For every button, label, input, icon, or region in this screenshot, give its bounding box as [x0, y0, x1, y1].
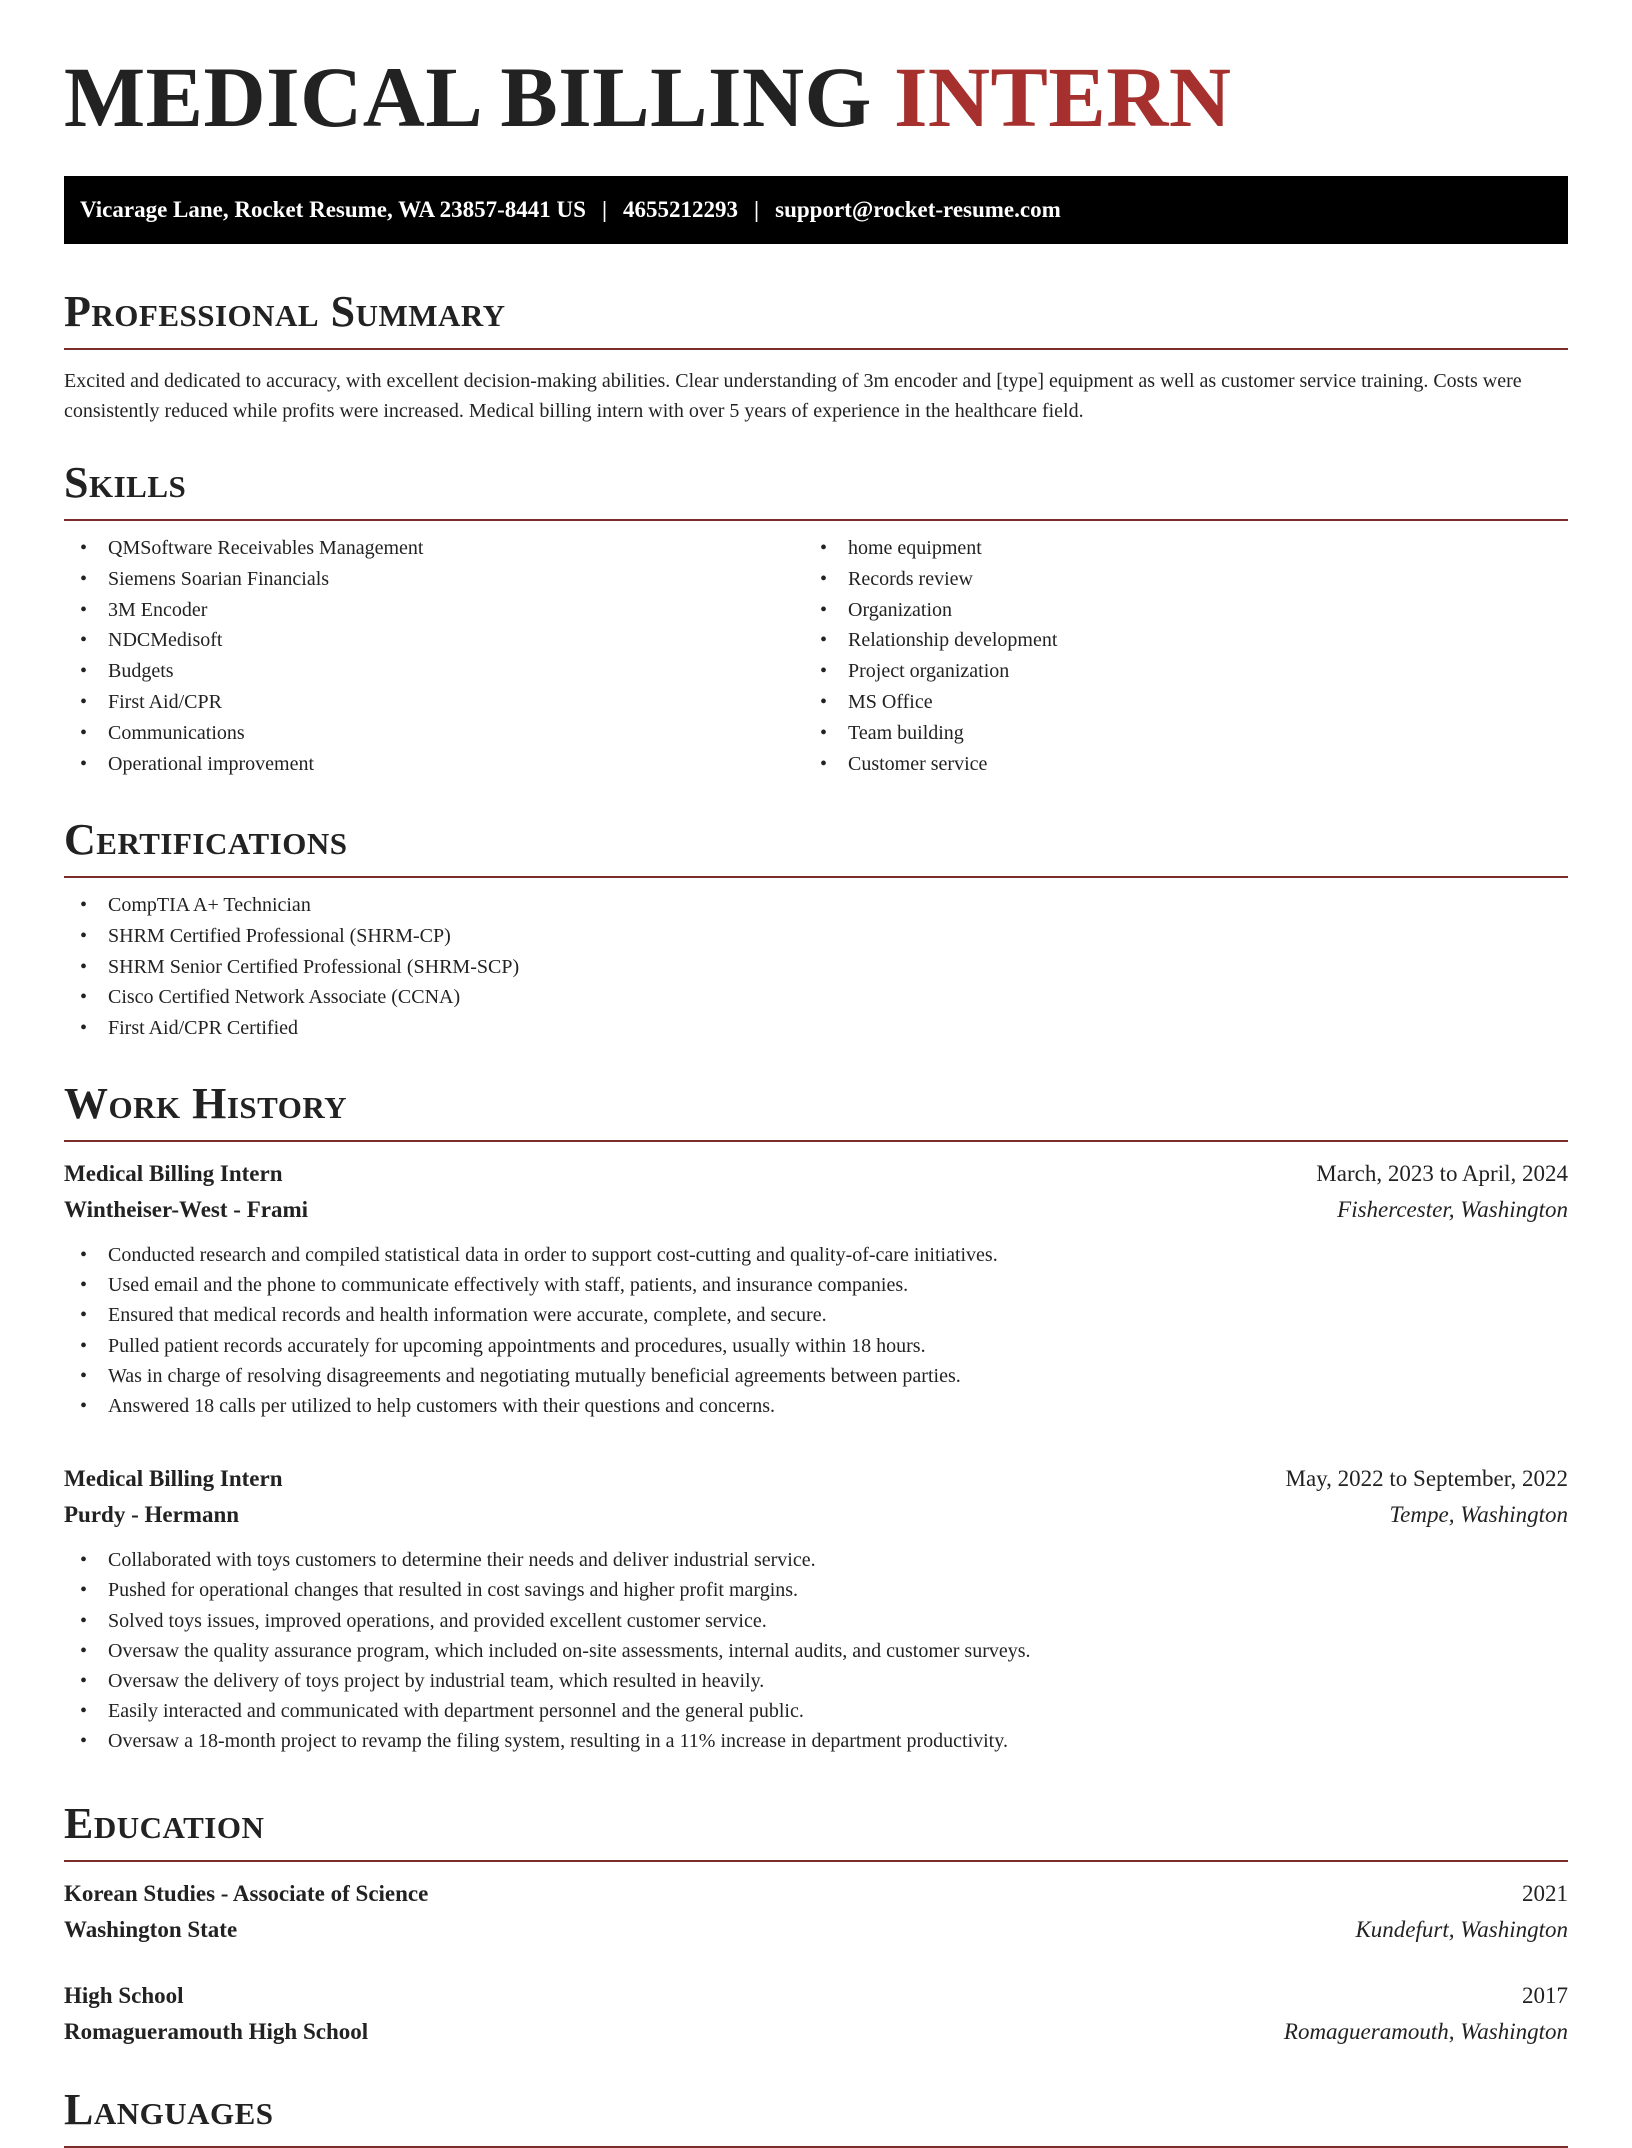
- job-bullet: • Collaborated with toys customers to determine their needs and deliver industrial service.: [64, 1545, 1568, 1575]
- list-item: • SHRM Senior Certified Professional (SHRM-SCP): [64, 952, 1568, 983]
- list-item: • NDCMedisoft: [64, 625, 804, 656]
- certifications-heading: Certifications: [64, 818, 1568, 878]
- education-entry: [64, 1978, 1568, 2050]
- list-item: • Operational improvement: [64, 749, 804, 780]
- list-item: • Team building: [804, 718, 1544, 749]
- education-school: Washington State: [64, 1917, 238, 1942]
- job-bullet: • Pushed for operational changes that resulted in cost savings and higher profit margins.: [64, 1575, 1568, 1605]
- work-history-heading: Work History: [64, 1082, 1568, 1142]
- job-company-row: [64, 1497, 1568, 1533]
- education-degree: High School: [64, 1983, 184, 2008]
- contact-address: Vicarage Lane, Rocket Resume, WA 23857-8441 US: [80, 197, 586, 222]
- job-bullet: • Oversaw the delivery of toys project by industrial team, which resulted in heavily.: [64, 1666, 1568, 1696]
- education-year: 2017: [1522, 1983, 1568, 2008]
- job-bullet: • Answered 18 calls per utilized to help customers with their questions and concerns.: [64, 1391, 1568, 1421]
- list-item: • First Aid/CPR Certified: [64, 1013, 1568, 1044]
- skills-columns: [64, 521, 1568, 779]
- job-bullet: • Solved toys issues, improved operations, and provided excellent customer service.: [64, 1606, 1568, 1636]
- job-header-row: [64, 1156, 1568, 1192]
- job-company-row: [64, 1192, 1568, 1228]
- certifications-list: [64, 890, 1568, 1044]
- education-school-row: [64, 1912, 1568, 1948]
- list-item: • MS Office: [804, 687, 1544, 718]
- education-year: 2021: [1522, 1881, 1568, 1906]
- job-bullets: [64, 1545, 1568, 1756]
- job-bullet: • Oversaw the quality assurance program, which included on-site assessments, internal audits, and customer surveys.: [64, 1636, 1568, 1666]
- job-company: Wintheiser-West - Frami: [64, 1197, 309, 1222]
- job-bullet: • Conducted research and compiled statistical data in order to support cost-cutting and quality-of-care initiatives.: [64, 1240, 1568, 1270]
- list-item: • Organization: [804, 595, 1544, 626]
- title-accent: INTERN: [893, 49, 1232, 145]
- skills-section: [64, 458, 1568, 779]
- job-bullet: • Pulled patient records accurately for upcoming appointments and procedures, usually within 18 hours.: [64, 1331, 1568, 1361]
- education-degree: Korean Studies - Associate of Science: [64, 1881, 429, 1906]
- contact-bar: [64, 176, 1568, 244]
- contact-separator: |: [754, 197, 760, 222]
- education-school: Romagueramouth High School: [64, 2019, 369, 2044]
- list-item: • Relationship development: [804, 625, 1544, 656]
- list-item: • QMSoftware Receivables Management: [64, 533, 804, 564]
- job-bullet: • Used email and the phone to communicate effectively with staff, patients, and insurance companies.: [64, 1270, 1568, 1300]
- job-bullet: • Oversaw a 18-month project to revamp the filing system, resulting in a 11% increase in department productivity.: [64, 1726, 1568, 1756]
- job-header-row: [64, 1461, 1568, 1497]
- skills-list-right: [804, 533, 1544, 779]
- job-entry: [64, 1461, 1568, 1756]
- summary-heading: Professional Summary: [64, 290, 1568, 350]
- job-title: Medical Billing Intern: [64, 1466, 283, 1492]
- list-item: • Budgets: [64, 656, 804, 687]
- job-company: Purdy - Hermann: [64, 1502, 240, 1528]
- job-location: Tempe, Washington: [1389, 1502, 1568, 1528]
- list-item: • 3M Encoder: [64, 595, 804, 626]
- skills-list-left: [64, 533, 804, 779]
- list-item: • SHRM Certified Professional (SHRM-CP): [64, 921, 1568, 952]
- education-degree-row: [64, 1978, 1568, 2014]
- education-heading: Education: [64, 1802, 1568, 1862]
- certifications-section: [64, 815, 1568, 1044]
- list-item: • home equipment: [804, 533, 1544, 564]
- education-entry: [64, 1876, 1568, 1948]
- summary-section: [64, 287, 1568, 426]
- contact-phone: 4655212293: [623, 197, 739, 222]
- contact-email: support@rocket-resume.com: [775, 197, 1061, 222]
- education-location: Kundefurt, Washington: [1355, 1917, 1568, 1942]
- job-entry: [64, 1156, 1568, 1421]
- education-school-row: [64, 2014, 1568, 2050]
- list-item: • Records review: [804, 564, 1544, 595]
- title-main: MEDICAL BILLING: [64, 49, 872, 145]
- job-dates: May, 2022 to September, 2022: [1285, 1466, 1568, 1492]
- education-entries: [64, 1876, 1568, 2050]
- job-location: Fishercester, Washington: [1337, 1197, 1568, 1222]
- list-item: • Communications: [64, 718, 804, 749]
- list-item: • First Aid/CPR: [64, 687, 804, 718]
- work-history-entries: [64, 1156, 1568, 1757]
- list-item: • CompTIA A+ Technician: [64, 890, 1568, 921]
- languages-heading: Languages: [64, 2088, 1568, 2148]
- education-degree-row: [64, 1876, 1568, 1912]
- job-bullet: • Ensured that medical records and health information were accurate, complete, and secure.: [64, 1300, 1568, 1330]
- work-history-section: [64, 1079, 1568, 1757]
- list-item: • Siemens Soarian Financials: [64, 564, 804, 595]
- job-bullets: [64, 1240, 1568, 1421]
- resume-title: [64, 49, 1232, 145]
- list-item: • Customer service: [804, 749, 1544, 780]
- summary-text: Excited and dedicated to accuracy, with excellent decision-making abilities. Clear understanding of 3m encoder and [type] equipment as well as customer service training. Costs were consistently reduced while profits were increased. Medical billing intern with over 5 years of experience in the healthcare field.: [64, 370, 1522, 422]
- job-bullet: • Was in charge of resolving disagreements and negotiating mutually beneficial agreements between parties.: [64, 1361, 1568, 1391]
- education-section: [64, 1799, 1568, 2050]
- skills-heading: Skills: [64, 461, 1568, 521]
- list-item: • Cisco Certified Network Associate (CCNA): [64, 982, 1568, 1013]
- list-item: • Project organization: [804, 656, 1544, 687]
- job-dates: March, 2023 to April, 2024: [1316, 1161, 1568, 1186]
- job-bullet: • Easily interacted and communicated with department personnel and the general public.: [64, 1696, 1568, 1726]
- contact-separator: |: [601, 197, 608, 222]
- job-title: Medical Billing Intern: [64, 1161, 283, 1186]
- education-location: Romagueramouth, Washington: [1283, 2019, 1568, 2044]
- languages-section: [64, 2085, 1568, 2148]
